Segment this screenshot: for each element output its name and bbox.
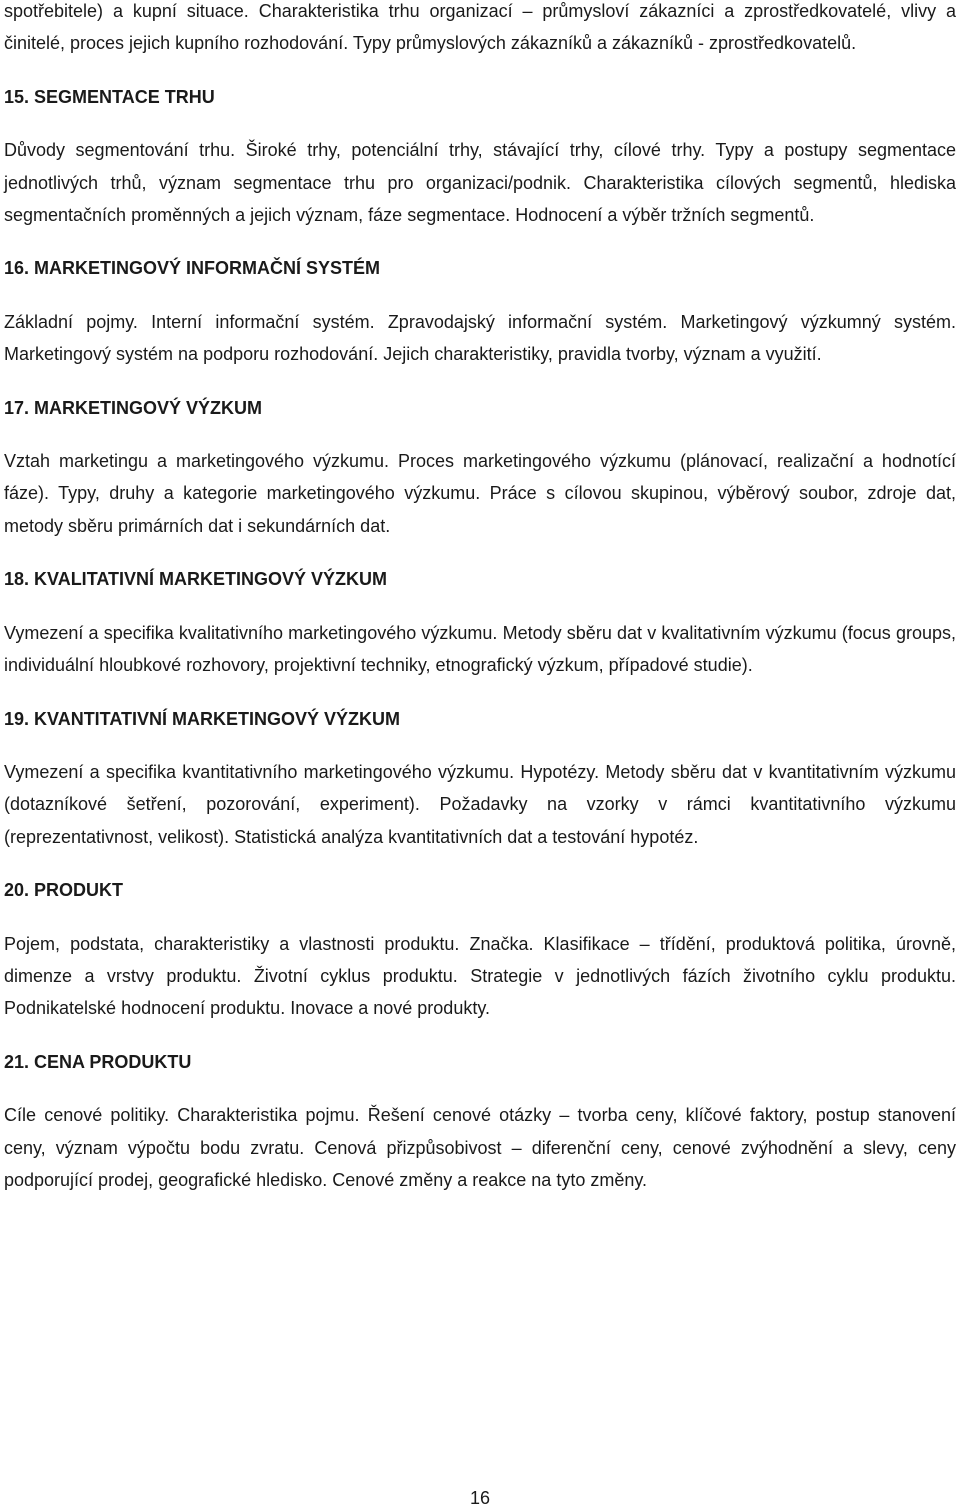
section-text-17: Vztah marketingu a marketingového výzkumu. Proces marketingového výzkumu (plánovací, realizační a hodnotící fáze). Typy, druhy a kategorie marketingového výzkumu. Práce s cílovou skupinou, výběrový soubor, zdroje dat, metody sběru primárních dat i sekundárních dat. [4, 451, 956, 536]
section-text-19: Vymezení a specifika kvantitativního marketingového výzkumu. Hypotézy. Metody sběru dat v kvantitativním výzkumu (dotazníkové šetření, pozorování, experiment). Požadavky na vzorky v rámci kvantitativního výzkumu (reprezentativnost, velikost). Statistická analýza kvantitativních dat a testování hypotéz. [4, 761, 956, 847]
section-text-16: Základní pojmy. Interní informační systém. Zpravodajský informační systém. Marketingový výzkumný systém. Marketingový systém na podporu rozhodování. Jejich charakteristiky, pravidla tvorby, význam a využití. [4, 311, 956, 365]
section-heading-16: 16. MARKETINGOVÝ INFORMAČNÍ SYSTÉM [4, 258, 381, 279]
section-heading-18: 18. KVALITATIVNÍ MARKETINGOVÝ VÝZKUM [4, 569, 388, 590]
section-text-20: Pojem, podstata, charakteristiky a vlastnosti produktu. Značka. Klasifikace – třídění, produktová politika, úrovně, dimenze a vrstvy produktu. Životní cyklus produktu. Strategie v jednotlivých fázích životního cyklu produktu. Podnikatelské hodnocení produktu. Inovace a nové produkty. [4, 933, 956, 1019]
section-text-21: Cíle cenové politiky. Charakteristika pojmu. Řešení cenové otázky – tvorba ceny, klíčové faktory, postup stanovení ceny, význam výpočtu bodu zvratu. Cenová přizpůsobivost – diferenční ceny, cenové zvýhodnění a slevy, ceny podporující prodej, geografické hledisko. Cenové změny a reakce na tyto změny. [4, 1105, 956, 1190]
section-heading-17: 17. MARKETINGOVÝ VÝZKUM [4, 397, 263, 418]
section-heading-21: 21. CENA PRODUKTU [4, 1051, 192, 1072]
section-text-15: Důvody segmentování trhu. Široké trhy, potenciální trhy, stávající trhy, cílové trhy. Typy a postupy segmentace jednotlivých trhů, význam segmentace trhu pro organizaci/podnik. Charakteristika cílových segmentů, hlediska segmentačních proměnných a jejich význam, fáze segmentace. Hodnocení a výběr tržních segmentů. [4, 140, 956, 226]
intro-paragraph: spotřebitele) a kupní situace. Charakteristika trhu organizací – průmysloví zákazníci a zprostředkovatelé, vlivy a činitelé, proces jejich kupního rozhodování. Typy průmyslových zákazníků a zákazníků - zprostředkovatelů. [4, 1, 956, 54]
page-number: 16 [469, 1488, 491, 1508]
section-heading-20: 20. PRODUKT [4, 880, 124, 901]
section-heading-15: 15. SEGMENTACE TRHU [4, 86, 215, 107]
section-heading-19: 19. KVANTITATIVNÍ MARKETINGOVÝ VÝZKUM [4, 708, 401, 729]
section-text-18: Vymezení a specifika kvalitativního marketingového výzkumu. Metody sběru dat v kvalitativním výzkumu (focus groups, individuální hloubkové rozhovory, projektivní techniky, etnografický výzkum, případové studie). [4, 622, 956, 676]
document-page [4, 0, 956, 1196]
